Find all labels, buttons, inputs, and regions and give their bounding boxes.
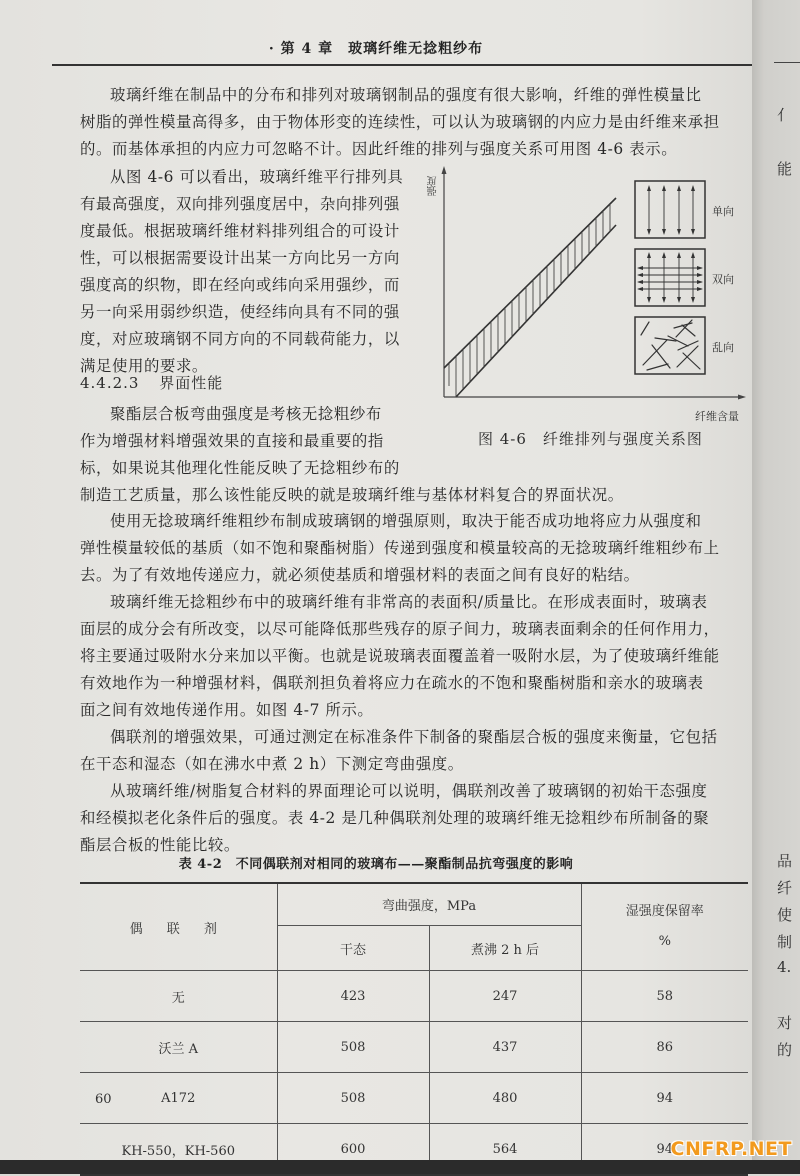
facing-page-char: 纤 — [777, 879, 793, 897]
facing-page-char: 对 — [777, 1014, 793, 1032]
cell-dry: 600 — [277, 1124, 429, 1176]
facing-page-char: 品 — [777, 852, 793, 870]
facing-page-edge — [752, 0, 800, 1160]
cell-agent: A172 — [80, 1073, 277, 1124]
facing-page-char: 制 — [777, 933, 793, 951]
text-line: 制造工艺质量，那么该性能反映的就是玻璃纤维与基体材料复合的界面状况。 — [80, 486, 624, 504]
text-line: 在干态和湿态（如在沸水中煮 2 h）下测定弯曲强度。 — [80, 755, 464, 773]
text-line: 性，可以根据需要设计出某一方向比另一方向 — [80, 249, 400, 267]
header-retention-label: 湿强度保留率 — [625, 904, 704, 919]
facing-page-char: 能 — [777, 160, 793, 178]
section-number: 4.4.2.3 — [80, 374, 140, 392]
facing-page-char: 的 — [777, 1041, 793, 1059]
y-axis-label: 强度 — [428, 176, 439, 196]
text-line: 强度高的织物，即在经向或纬向采用强纱，而 — [80, 276, 400, 294]
cell-dry: 508 — [277, 1073, 429, 1124]
text-line: 度，对应玻璃钢不同方向的不同载荷能力，以 — [80, 330, 400, 348]
cell-boiled: 564 — [429, 1124, 581, 1176]
legend-label-random: 乱向 — [712, 341, 734, 354]
text-line: 从图 4-6 可以看出，玻璃纤维平行排列具 — [110, 168, 404, 186]
text-line: 偶联剂的增强效果，可通过测定在标准条件下制备的聚酯层合板的强度来衡量，它包括 — [110, 728, 718, 746]
header-coupling-agent: 偶 联 剂 — [80, 883, 277, 971]
facing-page-char: 使 — [777, 906, 793, 924]
cell-boiled: 437 — [429, 1022, 581, 1073]
figure-caption: 图 4-6 纤维排列与强度关系图 — [478, 430, 703, 448]
text-line: 满足使用的要求。 — [80, 357, 208, 375]
text-line: 树脂的弹性模量高得多，由于物体形变的连续性，可以认为玻璃钢的内应力是由纤维来承担 — [80, 113, 720, 131]
legend-label-unidirectional: 单向 — [712, 205, 734, 218]
table-title: 表 4-2 不同偶联剂对相同的玻璃布——聚酯制品抗弯强度的影响 — [178, 857, 574, 872]
section-heading — [80, 372, 223, 393]
cell-dry: 508 — [277, 1022, 429, 1073]
body-paragraph-1 — [80, 508, 752, 589]
page-number: 60 — [95, 1092, 112, 1107]
text-line: 标，如果说其他理化性能反映了无捻粗纱布的 — [80, 459, 400, 477]
text-line: 作为增强材料增强效果的直接和最重要的指 — [80, 432, 384, 450]
header-rule — [52, 64, 752, 66]
cell-dry: 423 — [277, 971, 429, 1022]
header-retention-unit: % — [658, 934, 671, 949]
header-flexural-strength: 弯曲强度，MPa — [277, 883, 581, 926]
coupling-agent-table — [80, 882, 748, 1176]
table-row — [80, 971, 748, 1022]
text-line: 玻璃纤维在制品中的分布和排列对玻璃钢制品的强度有很大影响，纤维的弹性模量比 — [110, 86, 702, 104]
text-line: 有效地作为一种增强材料，偶联剂担负着将应力在疏水的不饱和聚酯树脂和亲水的玻璃表 — [80, 674, 704, 692]
cell-boiled: 480 — [429, 1073, 581, 1124]
table-row — [80, 1022, 748, 1073]
text-line: 从玻璃纤维/树脂复合材料的界面理论可以说明，偶联剂改善了玻璃钢的初始干态强度 — [110, 782, 708, 800]
text-line: 度最低。根据玻璃纤维材料排列组合的可设计 — [80, 222, 400, 240]
text-line: 使用无捻玻璃纤维粗纱布制成玻璃钢的增强原则，取决于能否成功地将应力从强度和 — [110, 512, 702, 530]
figure-4-6 — [430, 160, 750, 460]
section-title: 界面性能 — [159, 374, 224, 392]
text-line: 面之间有效地传递作用。如图 4-7 所示。 — [80, 701, 374, 719]
body-paragraph-4 — [80, 778, 752, 859]
text-line: 玻璃纤维无捻粗纱布中的玻璃纤维有非常高的表面积/质量比。在形成表面时，玻璃表 — [110, 593, 708, 611]
text-line: 将主要通过吸附水分来加以平衡。也就是说玻璃表面覆盖着一吸附水层，为了使玻璃纤维能 — [80, 647, 720, 665]
watermark-logo: CNFRP.NET — [670, 1138, 792, 1160]
cell-agent: 沃兰 A — [80, 1022, 277, 1073]
cell-retention: 58 — [581, 971, 748, 1022]
header-boiled: 煮沸 2 h 后 — [429, 926, 581, 971]
left-column-paragraph — [80, 164, 430, 380]
table-row — [80, 1073, 748, 1124]
body-paragraph-2 — [80, 589, 752, 724]
table-header-row — [80, 883, 748, 926]
cell-boiled: 247 — [429, 971, 581, 1022]
text-line: 和经模拟老化条件后的强度。表 4-2 是几种偶联剂处理的玻璃纤维无捻粗纱布所制备的聚 — [80, 809, 710, 827]
x-axis-label: 纤维含量 — [695, 410, 739, 423]
cell-agent: KH-550，KH-560 — [80, 1124, 277, 1176]
facing-page-char: 4. — [777, 958, 792, 976]
text-line: 聚酯层合板弯曲强度是考核无捻粗纱布 — [110, 405, 382, 423]
legend-label-bidirectional: 双向 — [712, 273, 734, 286]
text-line: 弹性模量较低的基质（如不饱和聚酯树脂）传递到强度和模量较高的无捻玻璃纤维粗纱布上 — [80, 539, 720, 557]
text-line: 另一向采用弱纱织造，使经纬向具有不同的强 — [80, 303, 400, 321]
facing-page-char: 亻 — [777, 106, 793, 124]
header-retention — [581, 883, 748, 971]
cell-retention: 94 — [581, 1124, 748, 1176]
header-dry: 干态 — [277, 926, 429, 971]
cell-retention: 86 — [581, 1022, 748, 1073]
intro-paragraph — [80, 82, 752, 163]
text-line: 酯层合板的性能比较。 — [80, 836, 240, 854]
scan-bottom-edge — [0, 1160, 800, 1174]
facing-page-header-rule — [774, 62, 800, 63]
running-head: · 第 4 章 玻璃纤维无捻粗纱布 — [268, 41, 484, 57]
random-pattern-icon — [635, 317, 705, 374]
text-line: 面层的成分会有所改变，以尽可能降低那些残存的原子间力，玻璃表面剩余的任何作用力， — [80, 620, 720, 638]
text-line: 有最高强度，双向排列强度居中，杂向排列强 — [80, 195, 400, 213]
text-line: 的。而基体承担的内应力可忽略不计。因此纤维的排列与强度关系可用图 4-6 表示。 — [80, 140, 678, 158]
cell-retention: 94 — [581, 1073, 748, 1124]
text-line: 去。为了有效地传递应力，就必须使基质和增强材料的表面之间有良好的粘结。 — [80, 566, 640, 584]
body-paragraph-3 — [80, 724, 752, 778]
cell-agent: 无 — [80, 971, 277, 1022]
